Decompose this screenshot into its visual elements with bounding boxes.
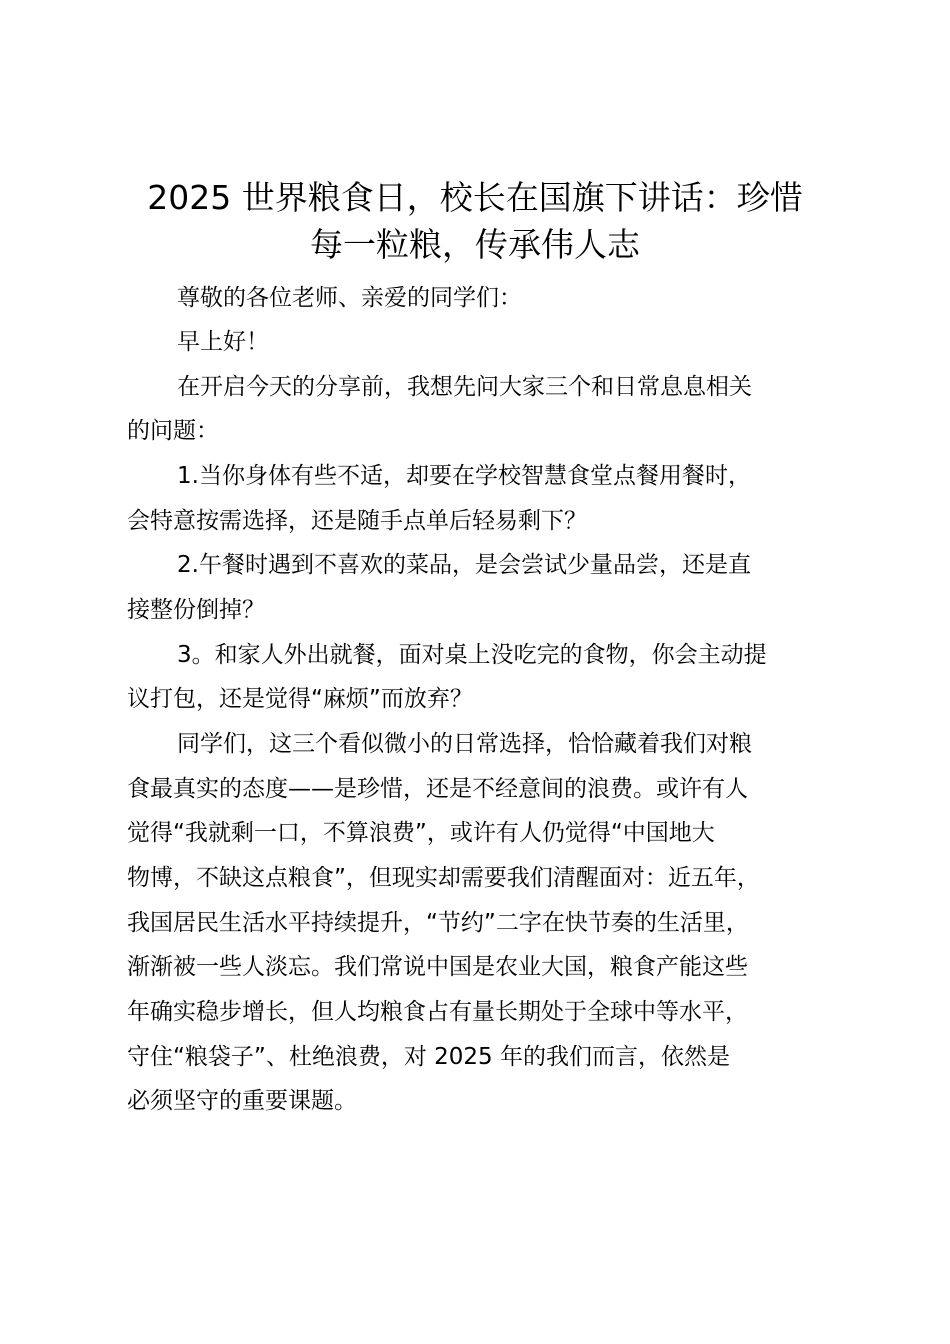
- question-2-line: 2.午餐时遇到不喜欢的菜品，是会尝试少量品尝，还是直: [177, 552, 751, 578]
- paragraph-line: 觉得“我就剩一口，不算浪费”，或许有人仍觉得“中国地大: [127, 820, 715, 846]
- question-1-line: 会特意按需选择，还是随手点单后轻易剩下？: [127, 508, 587, 534]
- paragraph-line: 在开启今天的分享前，我想先问大家三个和日常息息相关: [177, 374, 752, 400]
- question-1-line: 1.当你身体有些不适，却要在学校智慧食堂点餐用餐时，: [177, 463, 751, 489]
- greeting-line: 尊敬的各位老师、亲爱的同学们：: [177, 285, 522, 311]
- paragraph-line: 同学们，这三个看似微小的日常选择，恰恰藏着我们对粮: [177, 731, 752, 757]
- title-line-1: 2025 世界粮食日，校长在国旗下讲话：珍惜: [147, 178, 803, 217]
- question-2-line: 接整份倒掉？: [127, 597, 265, 623]
- title-line-2: 每一粒粮，传承伟人志: [310, 225, 640, 264]
- paragraph-line: 渐渐被一些人淡忘。我们常说中国是农业大国，粮食产能这些: [127, 954, 748, 980]
- paragraph-line: 必须坚守的重要课题。: [127, 1088, 357, 1114]
- question-3-line: 3。和家人外出就餐，面对桌上没吃完的食物，你会主动提: [177, 642, 767, 668]
- paragraph-line: 的问题：: [127, 418, 219, 444]
- paragraph-line: 食最真实的态度——是珍惜，还是不经意间的浪费。或许有人: [127, 776, 748, 802]
- good-morning-line: 早上好！: [177, 329, 269, 355]
- paragraph-line: 守住“粮袋子”、杜绝浪费，对 2025 年的我们而言，依然是: [127, 1044, 730, 1070]
- question-3-line: 议打包，还是觉得“麻烦”而放弃？: [127, 686, 473, 712]
- paragraph-line: 年确实稳步增长，但人均粮食占有量长期处于全球中等水平，: [127, 999, 748, 1025]
- paragraph-line: 物博，不缺这点粮食”，但现实却需要我们清醒面对：近五年，: [127, 865, 760, 891]
- paragraph-line: 我国居民生活水平持续提升，“节约”二字在快节奏的生活里，: [127, 910, 749, 936]
